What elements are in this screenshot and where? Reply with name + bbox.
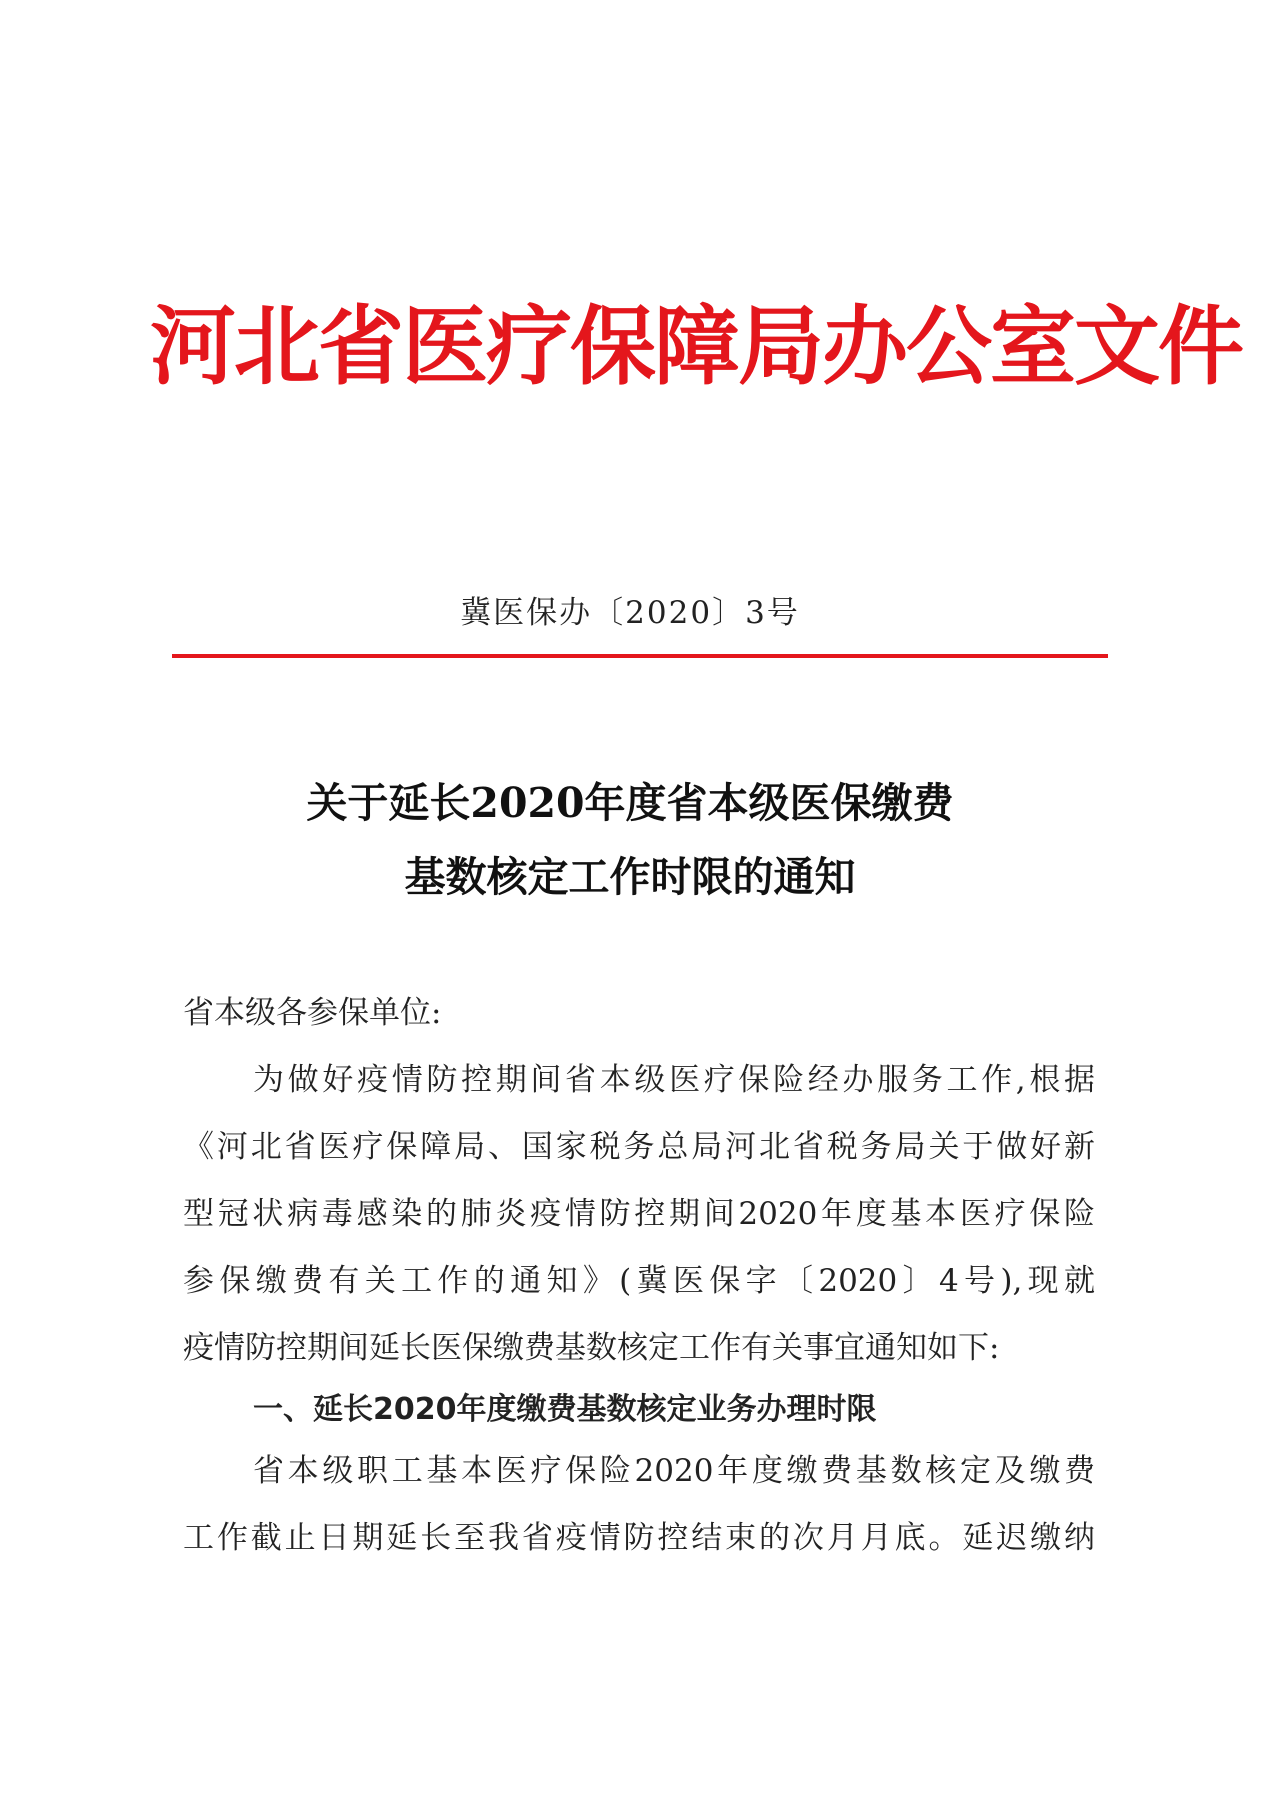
paragraph-2-line-1: 省本级职工基本医疗保险2020年度缴费基数核定及缴费 bbox=[253, 1453, 1095, 1489]
notice-title-line-1: 关于延长2020年度省本级医保缴费 bbox=[306, 779, 954, 827]
paragraph-1-line-4: 参保缴费有关工作的通知》(冀医保字〔2020〕4号),现就 bbox=[183, 1263, 1095, 1299]
paragraph-2-line-2: 工作截止日期延长至我省疫情防控结束的次月月底。延迟缴纳 bbox=[183, 1520, 1095, 1556]
salutation: 省本级各参保单位: bbox=[183, 995, 442, 1031]
red-divider-line bbox=[172, 654, 1108, 658]
masthead-title: 河北省医疗保障局办公室文件 bbox=[150, 296, 1242, 397]
notice-title bbox=[150, 766, 1110, 914]
paragraph-1-line-5: 疫情防控期间延长医保缴费基数核定工作有关事宜通知如下: bbox=[183, 1330, 1000, 1366]
paragraph-1-line-1: 为做好疫情防控期间省本级医疗保险经办服务工作,根据 bbox=[253, 1062, 1095, 1098]
notice-body bbox=[183, 980, 1095, 1572]
section-1-heading: 一、延长2020年度缴费基数核定业务办理时限 bbox=[253, 1392, 877, 1427]
paragraph-1-line-2: 《河北省医疗保障局、国家税务总局河北省税务局关于做好新 bbox=[183, 1129, 1095, 1165]
notice-title-line-2: 基数核定工作时限的通知 bbox=[404, 853, 856, 901]
paragraph-1-line-3: 型冠状病毒感染的肺炎疫情防控期间2020年度基本医疗保险 bbox=[183, 1196, 1095, 1232]
document-number: 冀医保办〔2020〕3号 bbox=[460, 595, 800, 631]
